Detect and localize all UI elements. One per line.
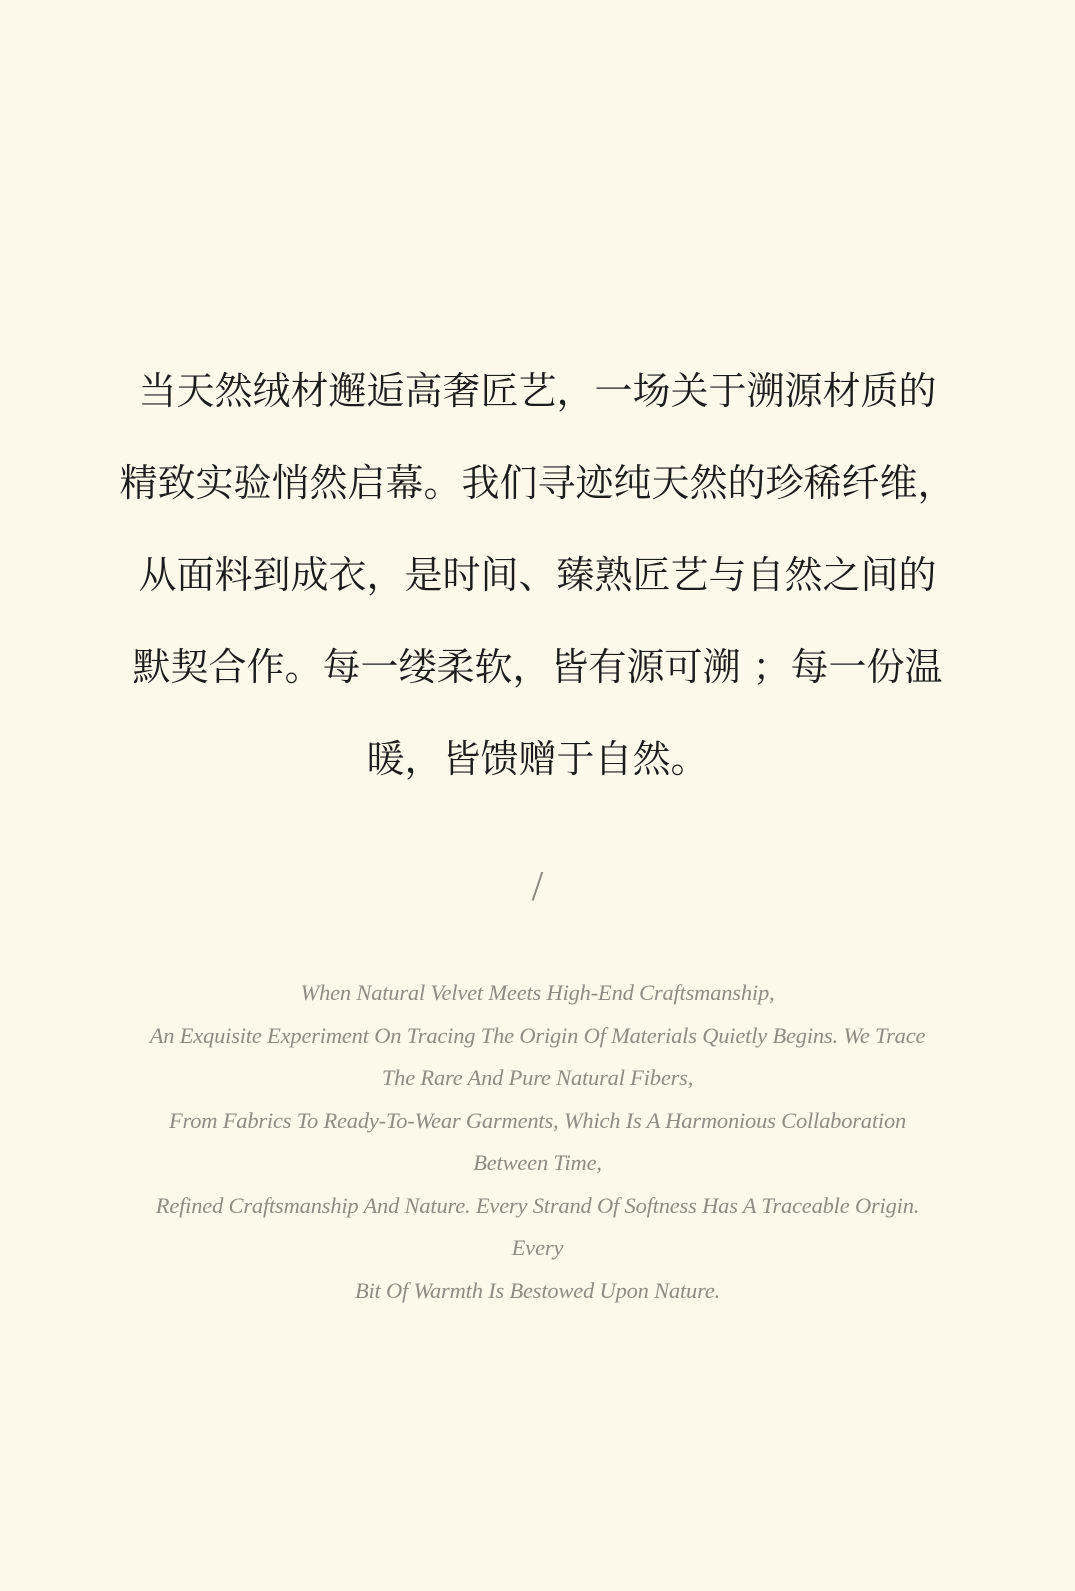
english-line: Refined Craftsmanship And Nature. Every Strand Of Softness Has A Traceable Origin.: [155, 1192, 920, 1218]
chinese-paragraph: [90, 345, 985, 805]
chinese-line: 精致实验悄然启幕。我们寻迹纯天然的珍稀纤维，: [119, 461, 956, 505]
english-line: Every: [511, 1235, 564, 1260]
english-line: The Rare And Pure Natural Fibers,: [381, 1065, 694, 1090]
english-line: When Natural Velvet Meets High-End Craftsmanship,: [300, 980, 775, 1005]
chinese-line: 当天然绒材邂逅高奢匠艺，一场关于溯源材质的: [138, 369, 937, 413]
chinese-line: 从面料到成衣，是时间、臻熟匠艺与自然之间的: [138, 553, 937, 597]
chinese-line: 暖，皆馈赠于自然。: [366, 737, 709, 781]
english-line: Between Time,: [473, 1150, 602, 1175]
english-line: An Exquisite Experiment On Tracing The Origin Of Materials Quietly Begins. We Trace: [149, 1022, 926, 1048]
chinese-line: 默契合作。每一缕柔软，皆有源可溯 ；每一份温: [132, 645, 943, 689]
slash-divider: /: [531, 864, 544, 910]
english-line: Bit Of Warmth Is Bestowed Upon Nature.: [354, 1277, 721, 1303]
english-line: From Fabrics To Ready-To-Wear Garments, Which Is A Harmonious Collaboration: [168, 1107, 907, 1133]
english-paragraph: [90, 972, 985, 1312]
